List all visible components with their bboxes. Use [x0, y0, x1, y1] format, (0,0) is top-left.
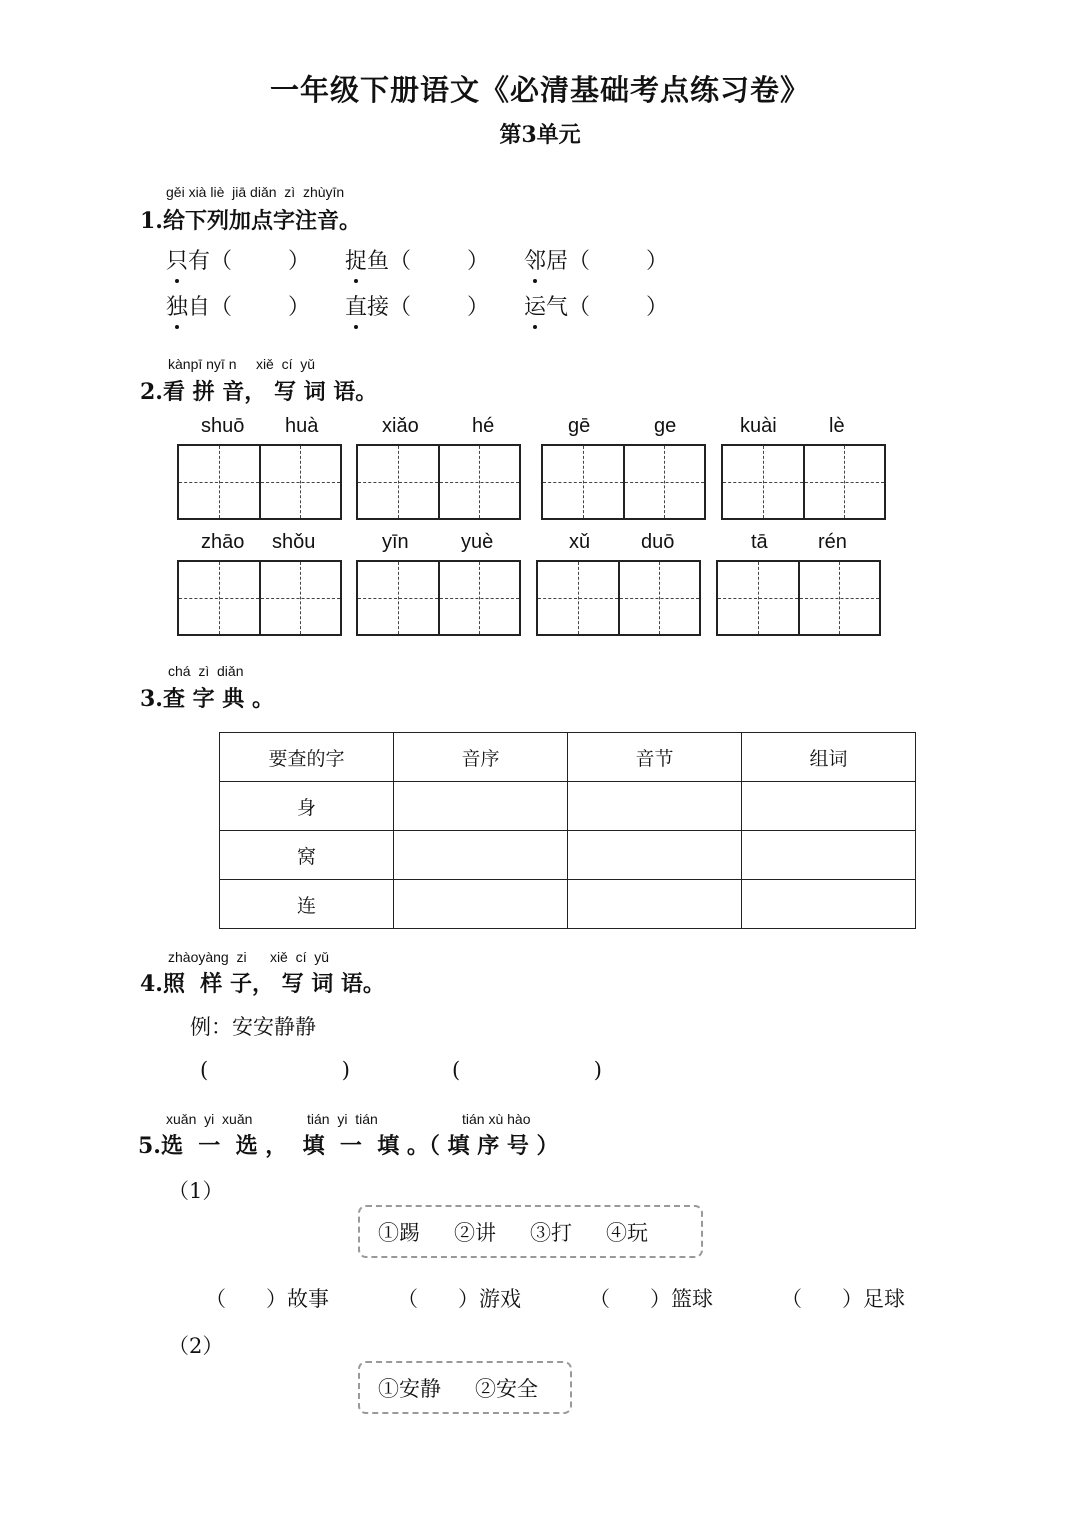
q1-item-rest: 有（ ） — [188, 249, 310, 274]
tianzige-box[interactable] — [356, 560, 521, 636]
q1-item-rest: 气（ ） — [546, 295, 668, 320]
table-header: 要查的字 — [220, 733, 394, 782]
q2-pinyin: kànpī nyī n xiě cí yǔ — [168, 356, 316, 372]
fill-item[interactable]: （ ）篮球 — [589, 1287, 714, 1311]
q5-heading: 5.选 一 选 ， 填 一 填 。（ 填 序 号 ） — [138, 1133, 559, 1159]
options-box — [358, 1205, 703, 1258]
q1-item — [166, 290, 310, 321]
table-row — [220, 831, 916, 880]
q1-item-rest: 鱼（ ） — [367, 249, 489, 274]
option-item: ②讲 — [454, 1220, 496, 1245]
answer-cell[interactable] — [742, 831, 916, 880]
word-pinyin: xǔ — [569, 531, 591, 553]
table-row — [220, 880, 916, 929]
tianzige-box[interactable] — [536, 560, 701, 636]
q3-pinyin: chá zì diǎn — [168, 663, 244, 679]
tianzige-box[interactable] — [716, 560, 881, 636]
page-title: 一年级下册语文《必清基础考点练习卷》 — [269, 73, 810, 107]
answer-cell[interactable] — [568, 782, 742, 831]
word-pinyin: shuō — [201, 415, 245, 437]
table-header: 音节 — [568, 733, 742, 782]
word-pinyin: xiǎo — [382, 415, 419, 437]
word-pinyin: gē — [568, 415, 591, 437]
answer-cell[interactable] — [568, 880, 742, 929]
word-pinyin: huà — [285, 415, 319, 437]
option-item: ②安全 — [475, 1376, 538, 1401]
q1-item — [166, 244, 310, 275]
word-pinyin: zhāo — [201, 531, 245, 553]
option-item: ③打 — [530, 1220, 572, 1245]
q2-heading: 2.看 拼 音， 写 词 语。 — [140, 379, 378, 405]
q1-item-rest: 自（ ） — [188, 295, 310, 320]
q1-item — [524, 290, 668, 321]
word-pinyin: yīn — [382, 531, 409, 553]
dotted-char: 邻 — [524, 249, 547, 274]
dotted-char: 捉 — [345, 249, 368, 274]
q4-heading: 4.照 样 子， 写 词 语。 — [140, 971, 385, 997]
q1-item — [524, 244, 668, 275]
word-pinyin: yuè — [461, 531, 494, 553]
lookup-char: 连 — [220, 880, 394, 929]
word-pinyin: hé — [472, 415, 495, 437]
dotted-char: 运 — [524, 295, 547, 320]
fill-item[interactable]: （ ）足球 — [781, 1287, 906, 1311]
fill-item[interactable]: （ ）游戏 — [397, 1287, 522, 1311]
lookup-char: 身 — [220, 782, 394, 831]
answer-cell[interactable] — [394, 782, 568, 831]
answer-cell[interactable] — [394, 831, 568, 880]
q1-item-rest: 接（ ） — [367, 295, 489, 320]
dotted-char: 直 — [345, 295, 368, 320]
q4-answer-blank[interactable]: ( ) — [200, 1058, 350, 1082]
q5-pinyin: tián yi tián — [307, 1111, 378, 1127]
dotted-char: 只 — [166, 249, 189, 274]
q5-part-label: （2） — [168, 1334, 224, 1358]
tianzige-box[interactable] — [177, 560, 342, 636]
word-pinyin: tā — [751, 531, 768, 553]
answer-cell[interactable] — [394, 880, 568, 929]
option-item: ①安静 — [378, 1376, 441, 1401]
q4-pinyin: zhàoyàng zi xiě cí yǔ — [168, 949, 330, 965]
tianzige-box[interactable] — [356, 444, 521, 520]
tianzige-box[interactable] — [721, 444, 886, 520]
lookup-char: 窝 — [220, 831, 394, 880]
table-header: 音序 — [394, 733, 568, 782]
q4-answer-blank[interactable]: ( ) — [452, 1058, 602, 1082]
q1-heading: 1.给下列加点字注音。 — [140, 208, 361, 234]
word-pinyin: shǒu — [272, 531, 316, 553]
word-pinyin: lè — [829, 415, 845, 437]
q5-part-label: （1） — [168, 1179, 224, 1203]
answer-cell[interactable] — [742, 782, 916, 831]
answer-cell[interactable] — [568, 831, 742, 880]
table-row — [220, 782, 916, 831]
q1-item — [345, 244, 489, 275]
q1-pinyin: gěi xià liè jiā diǎn zì zhùyīn — [166, 184, 345, 200]
table-header: 组词 — [742, 733, 916, 782]
table-header-row — [220, 733, 916, 782]
q5-pinyin: xuǎn yi xuǎn — [166, 1111, 253, 1127]
fill-item[interactable]: （ ）故事 — [205, 1287, 330, 1311]
options-box — [358, 1361, 572, 1414]
answer-cell[interactable] — [742, 880, 916, 929]
dotted-char: 独 — [166, 295, 189, 320]
option-item: ④玩 — [606, 1220, 648, 1245]
q1-item-rest: 居（ ） — [546, 249, 668, 274]
tianzige-box[interactable] — [541, 444, 706, 520]
word-pinyin: duō — [641, 531, 675, 553]
word-pinyin: rén — [818, 531, 847, 553]
word-pinyin: kuài — [740, 415, 777, 437]
option-item: ①踢 — [378, 1220, 420, 1245]
q1-item — [345, 290, 489, 321]
tianzige-box[interactable] — [177, 444, 342, 520]
dictionary-table — [219, 732, 916, 929]
page-subtitle: 第3单元 — [499, 122, 581, 148]
q5-pinyin: tián xù hào — [462, 1111, 531, 1127]
q3-heading: 3.查 字 典 。 — [140, 686, 274, 712]
q4-example: 例：安安静静 — [190, 1015, 316, 1039]
word-pinyin: ge — [654, 415, 677, 437]
